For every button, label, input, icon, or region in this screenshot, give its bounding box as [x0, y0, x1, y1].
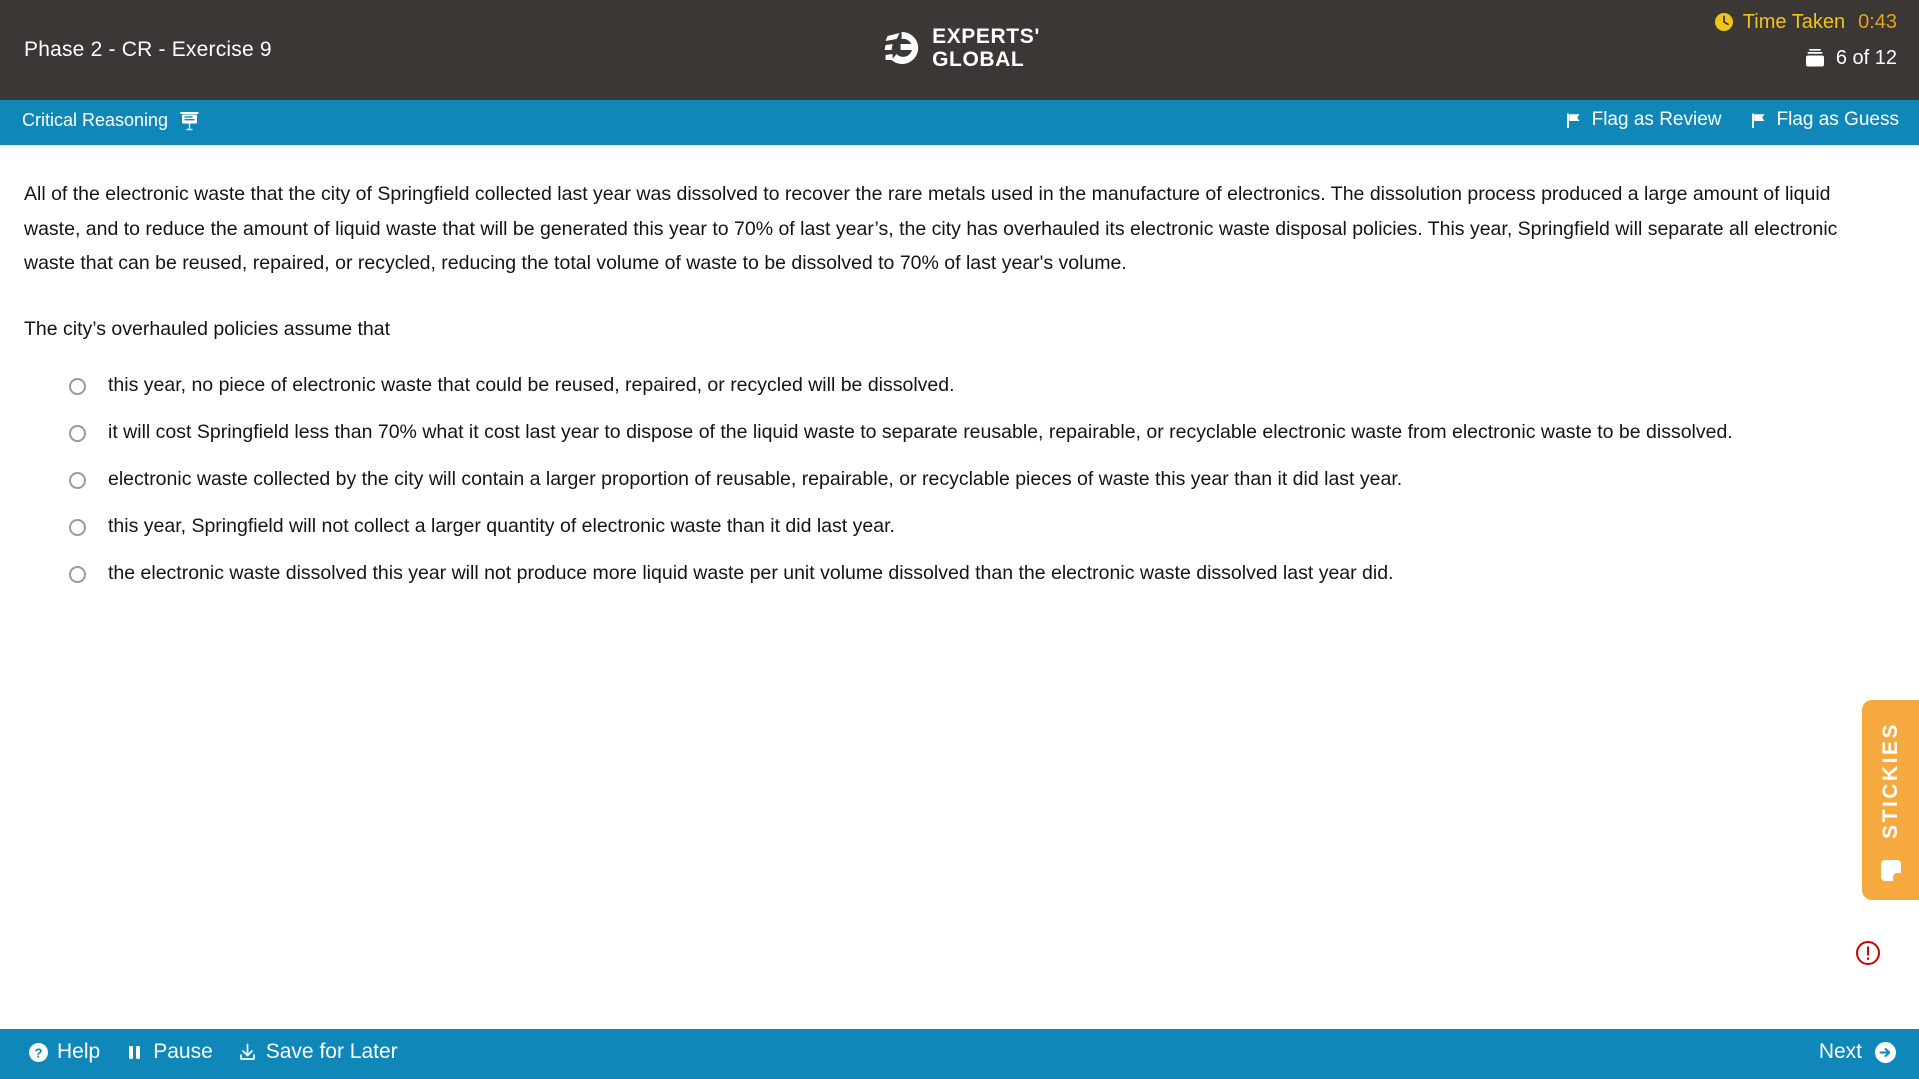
pause-button[interactable]	[124, 1040, 213, 1064]
flag-as-review-label: Flag as Review	[1591, 109, 1722, 130]
deck-stack-icon	[1804, 48, 1826, 68]
clock-icon	[1714, 12, 1734, 32]
save-for-later-label: Save for Later	[265, 1040, 398, 1063]
save-for-later-button[interactable]	[237, 1040, 398, 1064]
footer-left-actions	[28, 1040, 398, 1064]
question-content	[0, 145, 1919, 1029]
answer-option-e-label: the electronic waste dissolved this year will not produce more liquid waste per unit volume dissolved than the electronic waste dissolved last year did.	[108, 562, 1394, 584]
page-title: Phase 2 - CR - Exercise 9	[24, 38, 272, 61]
section-identity	[22, 110, 200, 131]
logo-line-1: EXPERTS'	[932, 25, 1040, 48]
experts-global-swirl-icon	[879, 27, 921, 69]
passage-text: All of the electronic waste that the city of Springfield collected last year was dissolved to recover the rare metals used in the manufacture of electronics. The dissolution process produced a large amount of liquid waste, and to reduce the amount of liquid waste that will be generated this year to 70% of last year’s, the city has overhauled its electronic waste disposal policies. This year, Springfield will separate all electronic waste that can be reused, repaired, or recycled, reducing the total volume of waste to be dissolved to 70% of last year's volume.	[24, 183, 1838, 274]
help-button[interactable]	[28, 1040, 100, 1064]
logo-wordmark	[932, 26, 1040, 70]
question-circle-icon	[28, 1042, 49, 1063]
flag-as-guess-label: Flag as Guess	[1776, 109, 1899, 130]
help-label: Help	[57, 1040, 101, 1063]
arrow-right-circle-icon	[1874, 1041, 1897, 1064]
flag-icon	[1750, 112, 1767, 129]
answer-option-c[interactable]	[24, 463, 1884, 496]
time-taken-label: Time Taken	[1742, 11, 1846, 33]
timer	[1714, 12, 1897, 32]
question-counter	[1714, 48, 1897, 68]
radio-button-a[interactable]	[69, 378, 86, 395]
section-bar	[0, 100, 1919, 145]
flag-icon	[1565, 112, 1582, 129]
answer-option-d-label: this year, Springfield will not collect a larger quantity of electronic waste than it did last year.	[108, 515, 895, 537]
radio-button-b[interactable]	[69, 425, 86, 442]
answer-option-d[interactable]	[24, 510, 1884, 543]
sticky-note-icon	[1877, 857, 1905, 885]
answer-options-list	[24, 369, 1884, 604]
exclamation-circle-icon[interactable]	[1855, 940, 1881, 966]
brand-logo	[879, 26, 1040, 70]
stickies-tab[interactable]	[1862, 700, 1919, 900]
question-counter-text: 6 of 12	[1835, 47, 1897, 69]
presentation-board-icon[interactable]	[179, 110, 200, 131]
answer-option-e[interactable]	[24, 557, 1884, 590]
answer-option-c-label: electronic waste collected by the city will contain a larger proportion of reusable, repairable, or recyclable pieces of waste this year than it did last year.	[108, 468, 1403, 490]
question-stem: The city’s overhauled policies assume that	[24, 318, 390, 340]
logo-line-2: GLOBAL	[932, 48, 1025, 71]
stickies-label: STICKIES	[1878, 722, 1902, 839]
next-label: Next	[1818, 1040, 1862, 1063]
download-icon	[237, 1042, 258, 1063]
radio-button-d[interactable]	[69, 519, 86, 536]
top-header-bar	[0, 0, 1919, 100]
pause-label: Pause	[153, 1040, 213, 1063]
section-title: Critical Reasoning	[22, 110, 169, 130]
answer-option-b-label: it will cost Springfield less than 70% what it cost last year to dispose of the liquid waste to separate reusable, repairable, or recyclable electronic waste from electronic waste to be dissolved.	[108, 421, 1733, 443]
answer-option-a[interactable]	[24, 369, 1884, 402]
flag-as-review-button[interactable]	[1565, 109, 1722, 131]
next-button[interactable]	[1819, 1040, 1897, 1064]
answer-option-b[interactable]	[24, 416, 1884, 449]
pause-icon	[124, 1042, 145, 1063]
flag-actions	[1565, 109, 1899, 131]
time-taken-value: 0:43	[1858, 11, 1897, 33]
flag-as-guess-button[interactable]	[1750, 109, 1900, 131]
answer-option-a-label: this year, no piece of electronic waste that could be reused, repaired, or recycled will be dissolved.	[108, 374, 955, 396]
radio-button-e[interactable]	[69, 566, 86, 583]
footer-bar	[0, 1029, 1919, 1079]
radio-button-c[interactable]	[69, 472, 86, 489]
header-meta	[1714, 12, 1897, 68]
svg-text:?: ?	[34, 1044, 43, 1060]
